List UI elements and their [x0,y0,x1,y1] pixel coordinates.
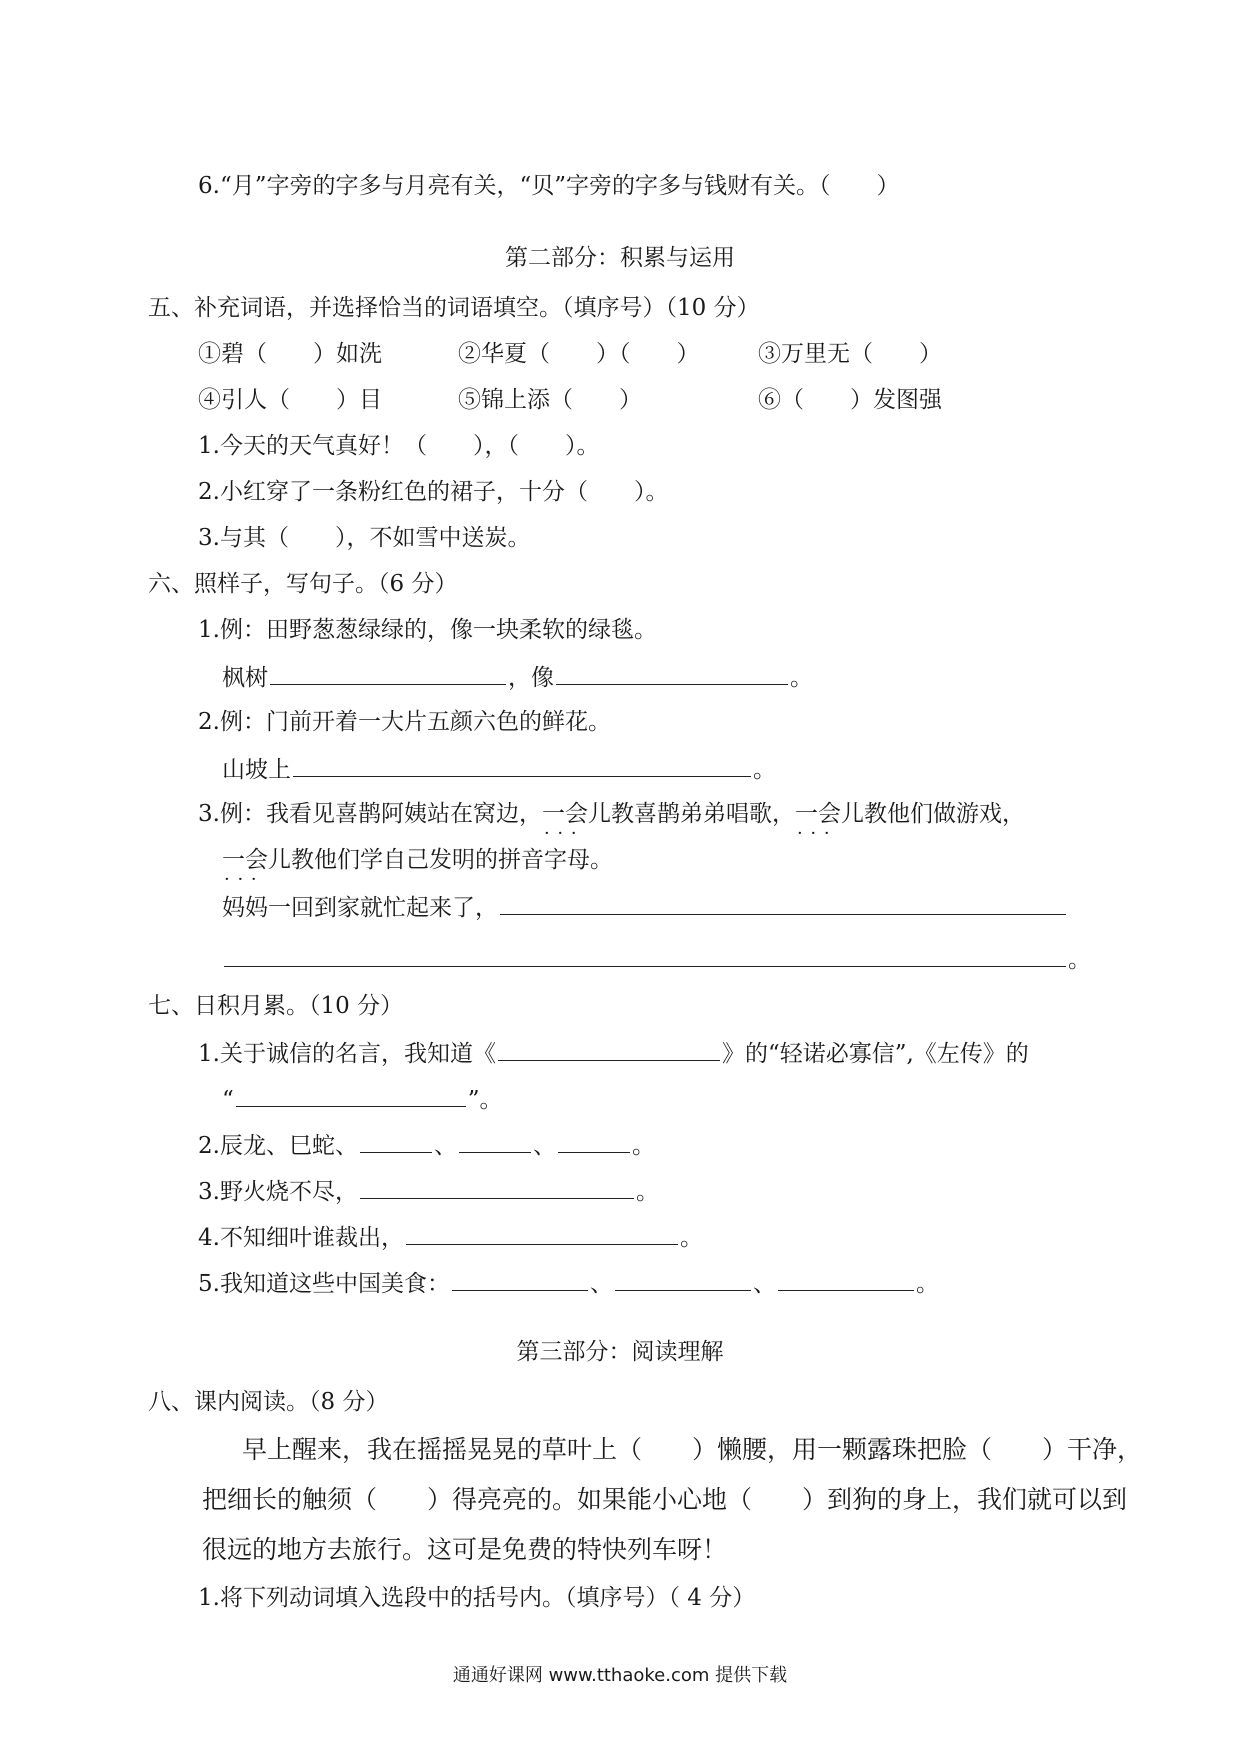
emphasis-yihuier-3: 一会儿 · · · [222,844,291,876]
q5-sentence-2: 2.小红穿了一条粉红色的裙子，十分（ ）。 [198,479,669,505]
q7-item-2-lead: 2.辰龙、巳蛇、 [198,1133,358,1159]
q6-example-3-cont [222,844,613,876]
q6-answer-3 [222,890,1068,924]
q6-blank-3b[interactable] [224,942,1066,967]
q6-blank-1b[interactable] [556,660,788,685]
q7-end: 。 [915,1271,939,1297]
q8-title: 八、课内阅读。（8 分） [148,1389,389,1415]
emphasis-yihuier-1: 一会儿 · · · [542,798,611,830]
q6-blank-2[interactable] [293,752,751,777]
q7-item-1-mid: 》的“轻诺必寡信”,《左传》的 [721,1041,1029,1067]
q6-answer-2 [222,752,776,786]
q7-item-4 [198,1220,703,1254]
q6-example-3-part3: 教他们做游戏， [863,801,1025,827]
q7-blank-4[interactable] [406,1220,678,1245]
q7-sep: 、 [589,1271,613,1297]
q6-example-2: 2.例：门前开着一大片五颜六色的鲜花。 [198,709,611,735]
q7-blank-2a[interactable] [360,1128,432,1153]
q7-blank-5c[interactable] [778,1266,914,1291]
q8-sub-question-1: 1.将下列动词填入选段中的括号内。（填序号）（ 4 分） [198,1585,756,1611]
q7-item-1-lead: 1.关于诚信的名言，我知道《 [198,1041,496,1067]
q7-blank-1a[interactable] [498,1036,720,1061]
q5-word-2: ②华夏（ ）（ ） [458,341,700,367]
q6-example-3 [198,798,1025,830]
q5-sentence-1: 1.今天的天气真好！（ ），（ ）。 [198,433,600,459]
q5-word-3: ③万里无（ ） [758,341,942,367]
q7-item-3-lead: 3.野火烧不尽， [198,1179,358,1205]
q6-blank-3a[interactable] [500,890,1066,915]
q6-example-3-part2: 教喜鹊弟弟唱歌， [610,801,795,827]
q5-word-6: ⑥（ ）发图强 [758,387,942,413]
q7-blank-2b[interactable] [459,1128,531,1153]
question-item-6: 6.“月”字旁的字多与月亮有关，“贝”字旁的字多与钱财有关。（ ） [198,173,900,199]
q7-item-1 [198,1036,1029,1070]
q6-answer-3-lead: 妈妈一回到家就忙起来了， [222,895,498,921]
page-footer: 通通好课网 www.tthaoke.com 提供下载 [452,1665,788,1686]
q7-blank-1b[interactable] [236,1082,466,1107]
q6-example-3-part4: 教他们学自己发明的拼音字母。 [291,847,613,873]
q7-item-1-cont [222,1082,503,1116]
q6-answer-3-end: 。 [1068,947,1091,973]
q5-word-5: ⑤锦上添（ ） [458,387,642,413]
q7-end: 。 [631,1133,655,1159]
part3-title: 第三部分：阅读理解 [516,1339,724,1365]
q6-answer-3-cont [222,942,1091,976]
q5-sentence-3: 3.与其（ ），不如雪中送炭。 [198,525,531,551]
q7-item-2 [198,1128,655,1162]
q7-quote-open: “ [222,1087,234,1113]
q7-sep: 、 [433,1133,457,1159]
q7-sep: 、 [752,1271,776,1297]
q6-answer-1-lead: 枫树 [222,665,268,691]
q5-word-1: ①碧（ ）如洗 [198,341,382,367]
q6-answer-1 [222,660,813,694]
q7-blank-5b[interactable] [615,1266,751,1291]
q6-answer-1-end: 。 [790,665,813,691]
q7-item-5-lead: 5.我知道这些中国美食： [198,1271,450,1297]
q7-quote-close: ”。 [467,1087,503,1113]
q6-title: 六、照样子，写句子。（6 分） [148,571,458,597]
q6-answer-2-lead: 山坡上 [222,757,291,783]
q7-sep: 、 [532,1133,556,1159]
q6-answer-1-mid: ，像 [508,665,554,691]
q7-item-5 [198,1266,939,1300]
q6-example-1: 1.例：田野葱葱绿绿的，像一块柔软的绿毯。 [198,617,657,643]
q7-end: 。 [635,1179,659,1205]
reading-line-3: 很远的地方去旅行。这可是免费的特快列车呀！ [202,1535,728,1564]
q7-blank-2c[interactable] [558,1128,630,1153]
q7-blank-5a[interactable] [452,1266,588,1291]
q7-title: 七、日积月累。（10 分） [148,993,404,1019]
emphasis-yihuier-2: 一会儿 · · · [795,798,864,830]
q6-blank-1a[interactable] [270,660,506,685]
reading-line-1: 早上醒来，我在摇摇晃晃的草叶上（ ）懒腰，用一颗露珠把脸（ ）干净， [242,1435,1143,1464]
q7-item-4-lead: 4.不知细叶谁裁出， [198,1225,404,1251]
part2-title: 第二部分：积累与运用 [505,245,735,271]
reading-line-2: 把细长的触须（ ）得亮亮的。如果能小心地（ ）到狗的身上，我们就可以到 [202,1485,1128,1514]
q7-item-3 [198,1174,659,1208]
q7-blank-3[interactable] [360,1174,634,1199]
q6-answer-2-end: 。 [753,757,776,783]
q6-example-3-part1: 3.例：我看见喜鹊阿姨站在窝边， [198,801,542,827]
q5-title: 五、补充词语，并选择恰当的词语填空。（填序号）（10 分） [148,295,760,321]
q5-word-4: ④引人（ ）目 [198,387,382,413]
q7-end: 。 [679,1225,703,1251]
